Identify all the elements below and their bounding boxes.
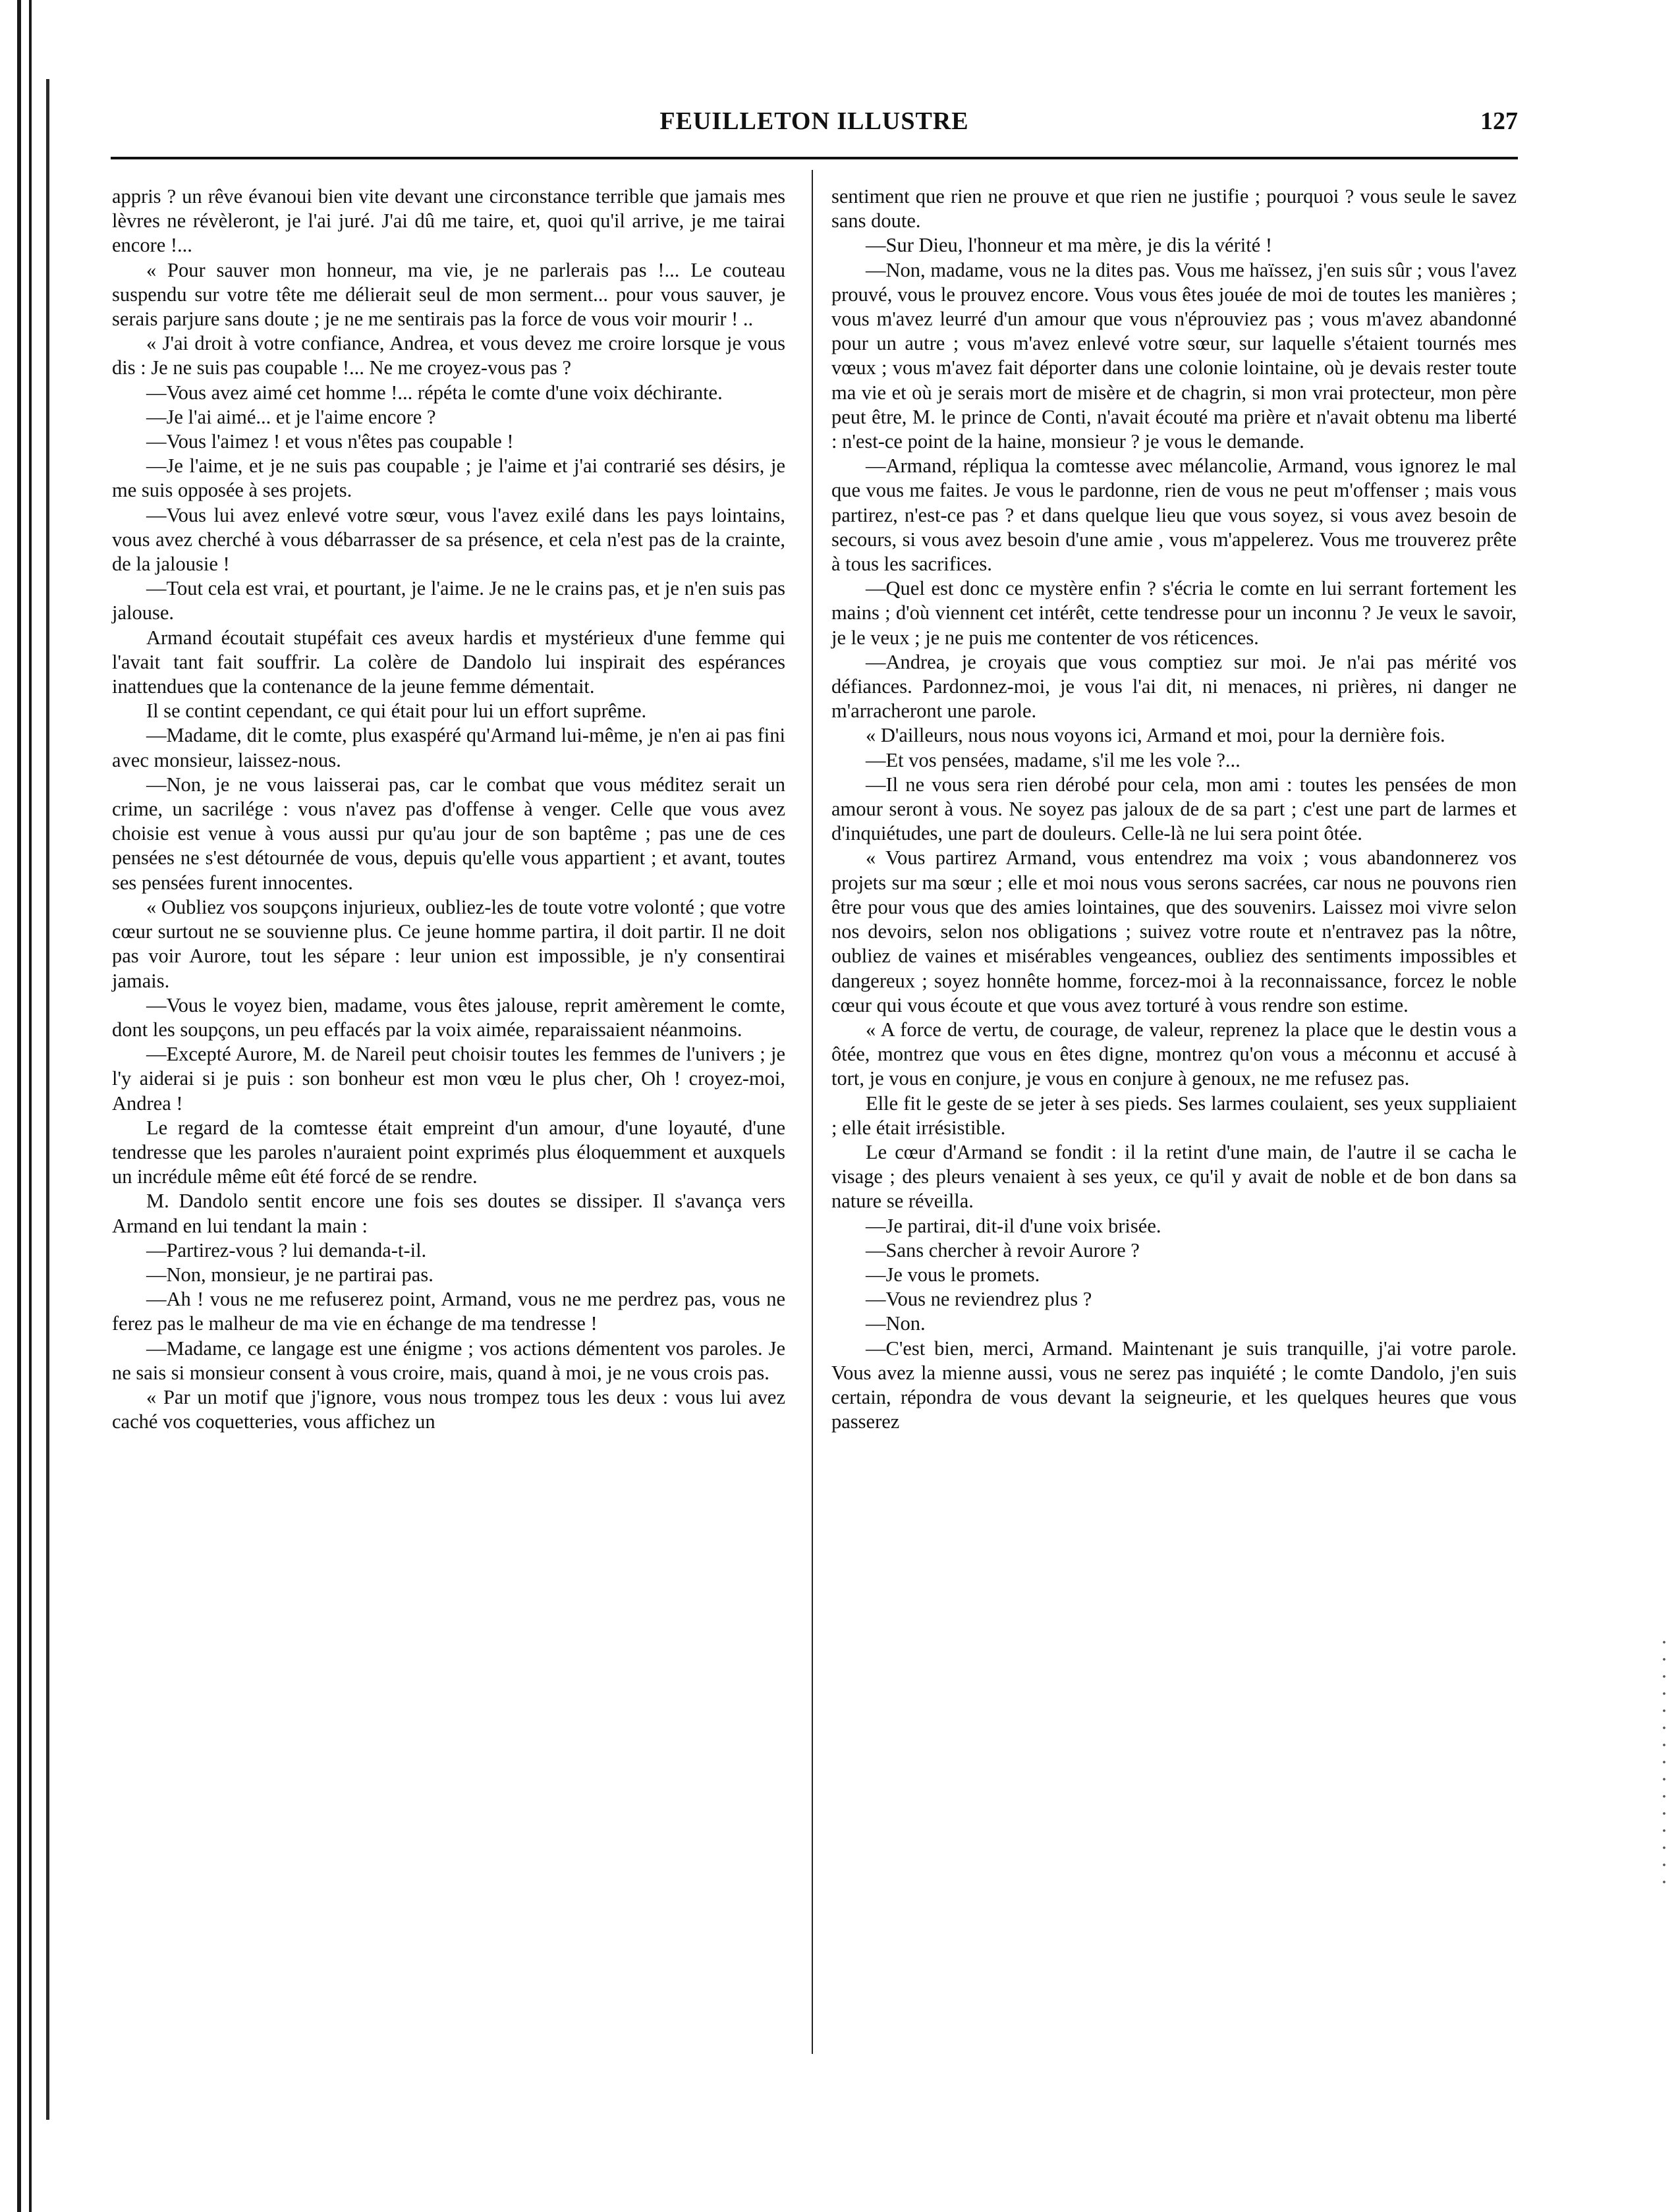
paragraph: —Vous lui avez enlevé votre sœur, vous l'avez exilé dans les pays lointains, vous avez cherché à vous débarrasser de sa présence, et cela n'est pas de la crainte, de la jalousie ! — [112, 503, 785, 576]
paragraph: « Par un motif que j'ignore, vous nous trompez tous les deux : vous lui avez caché vos coquetteries, vous affichez un — [112, 1385, 785, 1433]
paragraph: —Madame, ce langage est une énigme ; vos actions démentent vos paroles. Je ne sais si monsieur consent à vous croire, mais, quand à moi, je ne vous crois pas. — [112, 1337, 785, 1384]
paragraph: —Non, monsieur, je ne partirai pas. — [146, 1263, 433, 1286]
paragraph: —Madame, dit le comte, plus exaspéré qu'Armand lui-même, je n'en ai pas fini avec monsieur, laissez-nous. — [112, 724, 785, 771]
paragraph: « J'ai droit à votre confiance, Andrea, et vous devez me croire lorsque je vous dis : Je ne suis pas coupable !... Ne me croyez-vous pas ? — [112, 332, 785, 379]
paragraph: appris ? un rêve évanoui bien vite devant une circonstance terrible que jamais mes lèvres ne révèleront, je l'ai juré. J'ai dû me taire, et, quoi qu'il arrive, je me tairai encore !... — [112, 185, 785, 257]
paragraph: —Vous l'aimez ! et vous n'êtes pas coupable ! — [146, 430, 514, 453]
binding-edge-line — [29, 0, 32, 2212]
paragraph: —Andrea, je croyais que vous comptiez sur moi. Je n'ai pas mérité vos défiances. Pardonnez-moi, je vous l'ai dit, ni menaces, ni prières, ni danger ne m'arracheront une parole. — [831, 650, 1517, 723]
paragraph: Le cœur d'Armand se fondit : il la retint d'une main, de l'autre il se cacha le visage ; des pleurs venaient à ses yeux, ce qu'il y avait de noble et de bon dans sa nature se réveilla. — [831, 1140, 1517, 1213]
paragraph: « Vous partirez Armand, vous entendrez ma voix ; vous abandonnerez vos projets sur ma sœur ; elle et moi nous vous serons sacrées, car nous ne pouvons rien être pour vous que des amies lointaines, que des souvenirs. Laissez moi vivre selon nos devoirs, selon nos obligations ; suivez votre route et n'entravez pas la nôtre, oubliez de vaines et misérables vengeances, oubliez des sentiments impossibles et dangereux ; soyez honnête homme, forcez-moi à la reconnaissance, forcez le noble cœur qui vous écoute et que vous avez torturé à vous rendre son estime. — [831, 846, 1517, 1016]
paragraph: —C'est bien, merci, Armand. Maintenant je suis tranquille, j'ai votre parole. Vous avez la mienne aussi, vous ne serez pas inquiété ; le comte Dandolo, j'en suis certain, répondra de vous devant la seigneurie, et les quelques heures que vous passerez — [831, 1337, 1517, 1433]
paragraph: —Je vous le promets. — [866, 1263, 1040, 1286]
paragraph: —Excepté Aurore, M. de Nareil peut choisir toutes les femmes de l'univers ; je l'y aiderai si je puis : son bonheur est mon vœu le plus cher, Oh ! croyez-moi, Andrea ! — [112, 1043, 785, 1115]
paragraph: Il se contint cependant, ce qui était pour lui un effort suprême. — [146, 700, 647, 723]
paragraph: —Il ne vous sera rien dérobé pour cela, mon ami : toutes les pensées de mon amour seront à vous. Ne soyez pas jaloux de de sa part ; c'est une part de larmes et d'inquiétudes, une part de douleurs. Celle-là ne lui sera point ôtée. — [831, 773, 1517, 845]
paragraph: Elle fit le geste de se jeter à ses pieds. Ses larmes coulaient, ses yeux suppliaient ; elle était irrésistible. — [831, 1092, 1517, 1139]
paragraph: —Armand, répliqua la comtesse avec mélancolie, Armand, vous ignorez le mal que vous me faites. Je vous le pardonne, rien de vous ne peut m'offenser ; mais vous partirez, n'est-ce pas ? et dans quelque lieu que vous soyez, si vous avez besoin de secours, si vous avez besoin d'une amie , vous m'appelerez. Vous me trouverez prête à tous les sacrifices. — [831, 455, 1517, 576]
header-rule — [111, 157, 1518, 159]
paragraph: M. Dandolo sentit encore une fois ses doutes se dissiper. Il s'avança vers Armand en lui tendant la main : — [112, 1190, 785, 1237]
paragraph: « D'ailleurs, nous nous voyons ici, Armand et moi, pour la dernière fois. — [866, 724, 1445, 747]
paragraph: —Sans chercher à revoir Aurore ? — [866, 1238, 1140, 1261]
binding-edge-line — [17, 0, 21, 2212]
paragraph: Le regard de la comtesse était empreint d'un amour, d'une loyauté, d'une tendresse que les paroles n'auraient point exprimés plus éloquemment et auxquels un incrédule même eût été forcé de se rendre. — [112, 1116, 785, 1188]
paragraph: —Non, madame, vous ne la dites pas. Vous me haïssez, j'en suis sûr ; vous l'avez prouvé, vous le prouvez encore. Vous vous êtes jouée de moi de toutes les manières ; vous m'avez leurré d'un amour que vous n'éprouviez pas ; vous m'avez abandonné pour un autre ; vous m'avez enlevé votre sœur, sur laquelle s'étaient tournés mes vœux ; vous m'avez fait déporter dans une colonie lointaine, où je devais rester toute ma vie et où je serais mort de misère et de chagrin, si mon vrai protecteur, mon père peut être, M. le prince de Conti, n'avait écouté ma prière et n'avait obtenu ma liberté : n'est-ce point de la haine, monsieur ? je vous le demande. — [831, 258, 1517, 453]
binding-edge-line — [46, 79, 49, 2120]
paragraph: « A force de vertu, de courage, de valeur, reprenez la place que le destin vous a ôtée, montrez que vous en êtes digne, montrez qu'on vous a méconnu et accusé à tort, je vous en conjure, je vous en conjure à genoux, ne me refusez pas. — [831, 1018, 1517, 1090]
page-header — [111, 107, 1518, 146]
left-text-column — [112, 184, 785, 1434]
paragraph: Armand écoutait stupéfait ces aveux hardis et mystérieux d'une femme qui l'avait tant fait souffrir. La colère de Dandolo lui inspirait des espérances inattendues que la contenance de la jeune femme démentait. — [112, 626, 785, 698]
right-edge-perforation — [1662, 1634, 1667, 1884]
page-number: 127 — [1480, 107, 1518, 135]
paragraph: —Je l'aime, et je ne suis pas coupable ; je l'aime et j'ai contrarié ses désirs, je me suis opposée à ses projets. — [112, 455, 785, 502]
paragraph: —Non. — [866, 1312, 926, 1335]
paragraph: —Et vos pensées, madame, s'il me les vole ?... — [866, 748, 1241, 771]
paragraph: —Vous avez aimé cet homme !... répéta le comte d'une voix déchirante. — [146, 381, 723, 404]
paragraph: sentiment que rien ne prouve et que rien ne justifie ; pourquoi ? vous seule le savez sans doute. — [831, 185, 1517, 233]
running-title: FEUILLETON ILLUSTRE — [659, 107, 969, 135]
right-text-column — [831, 184, 1517, 1434]
paragraph: —Je partirai, dit-il d'une voix brisée. — [866, 1214, 1161, 1237]
paragraph: —Quel est donc ce mystère enfin ? s'écria le comte en lui serrant fortement les mains ; d'où viennent cet intérêt, cette tendresse pour un inconnu ? Je veux le savoir, je le veux ; je ne puis me contenter de vos réticences. — [831, 577, 1517, 649]
paragraph: —Vous le voyez bien, madame, vous êtes jalouse, reprit amèrement le comte, dont les soupçons, un peu effacés par la voix aimée, reparaissaient néanmoins. — [112, 993, 785, 1041]
paragraph: —Partirez-vous ? lui demanda-t-il. — [146, 1238, 427, 1261]
paragraph: —Je l'ai aimé... et je l'aime encore ? — [146, 405, 436, 428]
paragraph: —Vous ne reviendrez plus ? — [866, 1288, 1092, 1311]
paragraph: —Sur Dieu, l'honneur et ma mère, je dis la vérité ! — [866, 234, 1272, 257]
paragraph: « Oubliez vos soupçons injurieux, oubliez-les de toute votre volonté ; que votre cœur surtout ne se souvienne plus. Ce jeune homme partira, il doit partir. Il ne doit pas voir Aurore, tout les sépare : leur union est impossible, je n'y consentirai jamais. — [112, 895, 785, 992]
paragraph: —Ah ! vous ne me refuserez point, Armand, vous ne me perdrez pas, vous ne ferez pas le malheur de ma vie en échange de ma tendresse ! — [112, 1288, 785, 1335]
paragraph: —Non, je ne vous laisserai pas, car le combat que vous méditez serait un crime, un sacrilége : vous n'avez pas d'offense à venger. Celle que vous avez choisie est venue à vous aussi pur qu'au jour de son baptême ; pas une de ces pensées ne s'est détournée de vous, depuis qu'elle vous appartient ; et avant, toutes ses pensées furent innocentes. — [112, 773, 785, 894]
paragraph: —Tout cela est vrai, et pourtant, je l'aime. Je ne le crains pas, et je n'en suis pas jalouse. — [112, 577, 785, 624]
paragraph: « Pour sauver mon honneur, ma vie, je ne parlerais pas !... Le couteau suspendu sur votre tête me délierait seul de mon serment... pour vous sauver, je serais parjure sans doute ; je ne me sentirais pas la force de vous voir mourir ! .. — [112, 258, 785, 331]
column-divider — [812, 170, 813, 2054]
